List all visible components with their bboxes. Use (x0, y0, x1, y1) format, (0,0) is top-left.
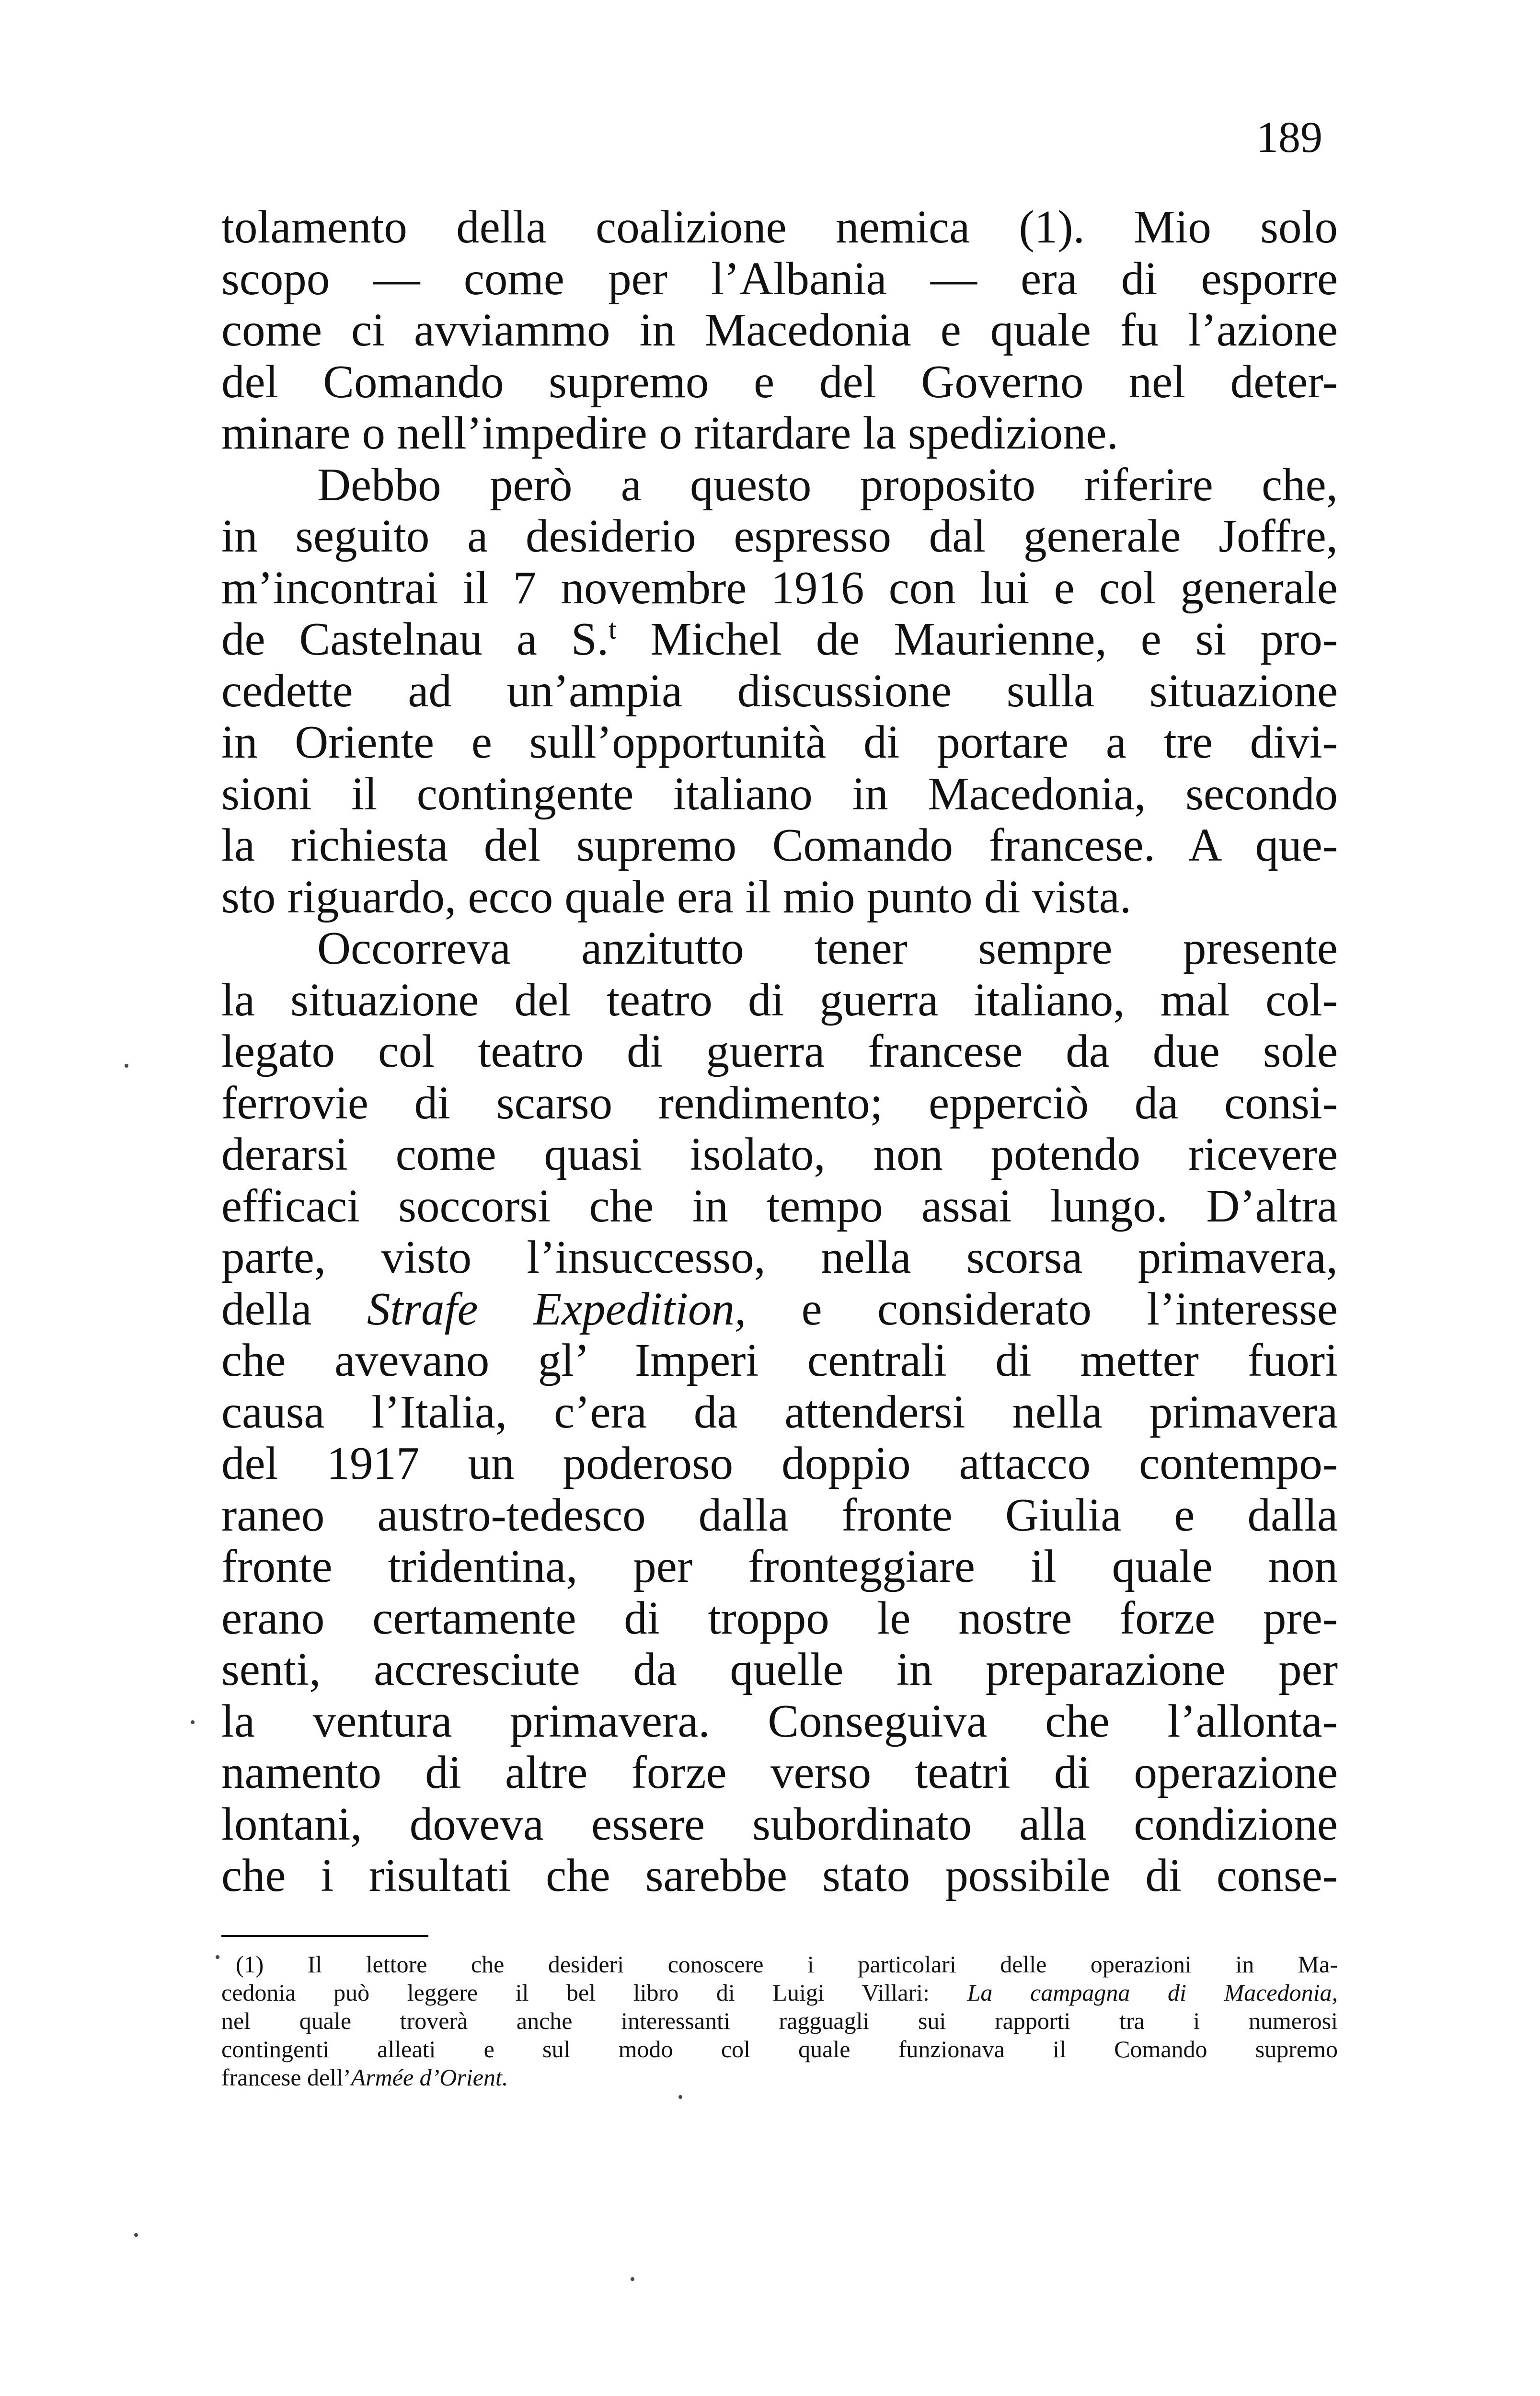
paragraph-start-line: Occorreva anzitutto tener sempre presente (317, 922, 1338, 974)
text-line: erano certamente di troppo le nostre forze pre- (221, 1592, 1338, 1644)
text-line: la richiesta del supremo Comando francese. A que- (221, 819, 1338, 871)
text-line: m’incontrai il 7 novembre 1916 con lui e col generale (221, 562, 1338, 613)
text-line (221, 613, 1338, 665)
text-line: ferrovie di scarso rendimento; epperciò da consi- (221, 1077, 1338, 1129)
text-line: scopo — come per l’Albania — era di esporre (221, 253, 1338, 304)
scan-speck (678, 2095, 682, 2099)
text-line: sto riguardo, ecco quale era il mio punto di vista. (221, 871, 1132, 922)
text-line: in Oriente e sull’opportunità di portare a tre divi- (221, 716, 1338, 768)
text-line: namento di altre forze verso teatri di operazione (221, 1747, 1338, 1798)
page-number: 189 (1256, 113, 1322, 161)
text-line: senti, accresciute da quelle in preparazione per (221, 1644, 1338, 1695)
text-line: del Comando supremo e del Governo nel deter- (221, 356, 1338, 407)
text-line: del 1917 un poderoso doppio attacco contempo- (221, 1438, 1338, 1489)
text-line: minare o nell’impedire o ritardare la spedizione. (221, 407, 1118, 459)
text-segment: de Castelnau a S. (221, 613, 609, 665)
scan-speck (631, 2277, 634, 2281)
footnote-book-title: La campagna di Macedonia, (967, 1979, 1338, 2006)
footnote-line (221, 2063, 1338, 2092)
footnote (221, 1950, 1338, 2092)
text-line: efficaci soccorsi che in tempo assai lungo. D’altra (221, 1180, 1338, 1232)
text-line (221, 1283, 1338, 1335)
text-line: la situazione del teatro di guerra italiano, mal col- (221, 974, 1338, 1025)
text-line: che i risultati che sarebbe stato possibile di conse- (221, 1850, 1338, 1901)
text-line: lontani, doveva essere subordinato alla condizione (221, 1798, 1338, 1850)
footnote-line: nel quale troverà anche interessanti ragguagli sui rapporti tra i numerosi (221, 2007, 1338, 2034)
footnote-army-name: Armée d’Orient. (351, 2064, 508, 2091)
footnote-segment: cedonia può leggere il bel libro di Luigi Villari: (221, 1979, 967, 2006)
text-line: sioni il contingente italiano in Macedonia, secondo (221, 768, 1338, 819)
text-segment: e considerato l’interesse (746, 1283, 1338, 1335)
text-line: cedette ad un’ampia discussione sulla situazione (221, 665, 1338, 716)
footnote-divider (221, 1935, 428, 1937)
text-line: come ci avviammo in Macedonia e quale fu l’azione (221, 304, 1338, 356)
scan-speck (125, 1064, 128, 1068)
footnote-line: contingenti alleati e sul modo col quale funzionava il Comando supremo (221, 2036, 1338, 2062)
text-line: tolamento della coalizione nemica (1). Mio solo (221, 201, 1338, 253)
text-line: la ventura primavera. Conseguiva che l’allonta- (221, 1695, 1338, 1747)
italic-title: Strafe Expedition, (367, 1283, 747, 1335)
paragraph-start-line: Debbo però a questo proposito riferire che, (317, 459, 1338, 510)
scan-speck (216, 1955, 219, 1959)
text-line: fronte tridentina, per fronteggiare il quale non (221, 1541, 1338, 1592)
scan-speck (134, 2233, 138, 2237)
text-line: in seguito a desiderio espresso dal generale Joffre, (221, 510, 1338, 562)
main-text (221, 201, 1338, 1901)
text-line: legato col teatro di guerra francese da due sole (221, 1025, 1338, 1077)
text-segment: Michel de Maurienne, e si pro- (616, 613, 1338, 665)
footnote-line (221, 1979, 1338, 2007)
scan-speck (191, 1720, 195, 1724)
superscript: t (609, 613, 617, 645)
footnote-segment: francese dell’ (221, 2064, 351, 2091)
text-line: parte, visto l’insuccesso, nella scorsa primavera, (221, 1232, 1338, 1283)
text-line: che avevano gl’ Imperi centrali di metter fuori (221, 1335, 1338, 1386)
text-line: derarsi come quasi isolato, non potendo ricevere (221, 1129, 1338, 1180)
text-segment: della (221, 1283, 367, 1335)
text-line: causa l’Italia, c’era da attendersi nella primavera (221, 1386, 1338, 1438)
text-line: raneo austro-tedesco dalla fronte Giulia e dalla (221, 1489, 1338, 1541)
footnote-line: (1) Il lettore che desideri conoscere i particolari delle operazioni in Ma- (236, 1951, 1338, 1978)
